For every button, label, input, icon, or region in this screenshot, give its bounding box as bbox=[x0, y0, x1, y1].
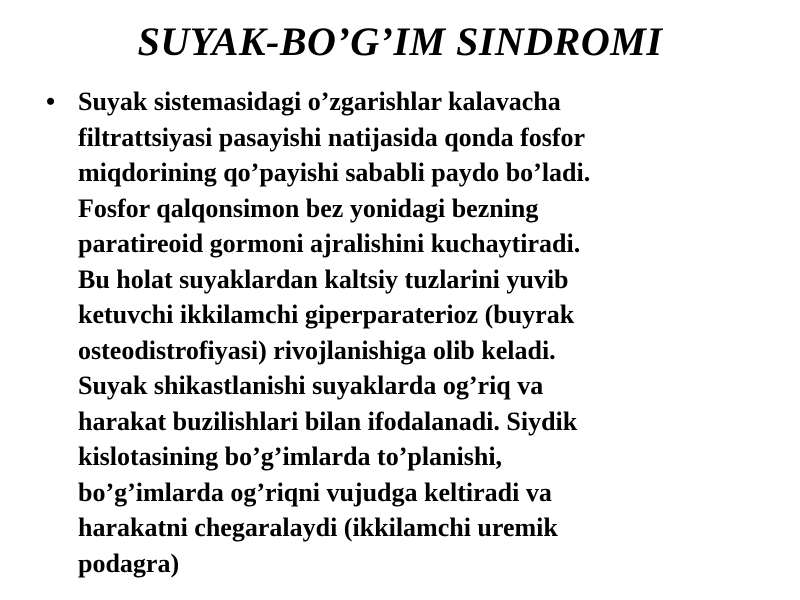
bullet-icon: • bbox=[46, 87, 56, 116]
paragraph-line-3: miqdorining qo’payishi sababli paydo bo’ladi. bbox=[78, 158, 591, 187]
paragraph-line-6: Bu holat suyaklardan kaltsiy tuzlarini yuvib bbox=[78, 264, 569, 294]
paragraph-line-5: paratireoid gormoni ajralishini kuchaytiradi. bbox=[78, 229, 581, 258]
paragraph-line-13: harakatni chegaralaydi (ikkilamchi uremik bbox=[78, 513, 558, 542]
paragraph-line-7: ketuvchi ikkilamchi giperparaterioz (buyrak bbox=[78, 300, 575, 329]
slide-title: SUYAK-BO’G’IM SINDROMI bbox=[137, 19, 663, 64]
paragraph-line-2: filtrattsiyasi pasayishi natijasida qonda fosfor bbox=[78, 122, 586, 152]
paragraph-line-12: bo’g’imlarda og’riqni vujudga keltiradi va bbox=[78, 477, 552, 507]
paragraph-line-1: Suyak sistemasidagi o’zgarishlar kalavacha bbox=[78, 87, 561, 116]
paragraph-line-4: Fosfor qalqonsimon bez yonidagi bezning bbox=[78, 193, 539, 223]
bullet-item bbox=[46, 84, 746, 581]
paragraph-line-11: kislotasining bo’g’imlarda to’planishi, bbox=[78, 442, 503, 471]
paragraph-line-9: Suyak shikastlanishi suyaklarda og’riq va bbox=[78, 371, 544, 400]
paragraph-line-10: harakat buzilishlari bilan ifodalanadi. Siydik bbox=[78, 406, 578, 436]
paragraph-line-14: podagra) bbox=[78, 548, 180, 578]
bullet-list bbox=[46, 84, 746, 581]
paragraph-line-8: osteodistrofiyasi) rivojlanishiga olib keladi. bbox=[78, 335, 556, 365]
